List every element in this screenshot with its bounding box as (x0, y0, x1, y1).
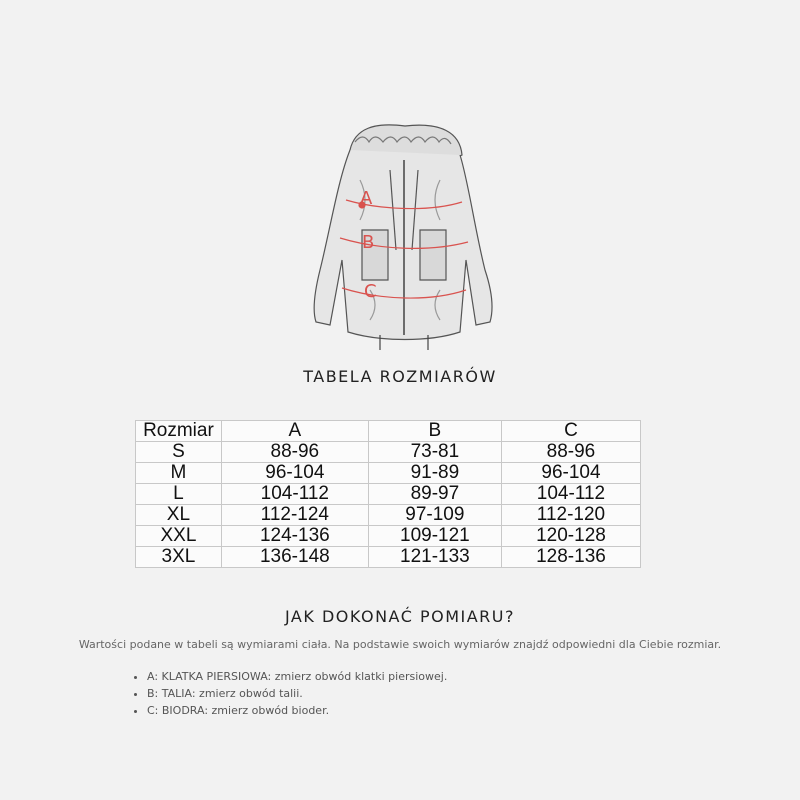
cell-b: 91-89 (368, 463, 501, 484)
table-row (136, 547, 641, 568)
table-row (136, 463, 641, 484)
cell-c: 88-96 (501, 442, 640, 463)
header-c: C (501, 421, 640, 442)
cell-c: 128-136 (501, 547, 640, 568)
jacket-illustration (300, 120, 510, 360)
cell-c: 120-128 (501, 526, 640, 547)
size-table-title: TABELA ROZMIARÓW (303, 367, 497, 386)
header-a: A (221, 421, 368, 442)
cell-b: 109-121 (368, 526, 501, 547)
cell-a: 88-96 (221, 442, 368, 463)
header-size: Rozmiar (136, 421, 222, 442)
howto-intro: Wartości podane w tabeli są wymiarami ciała. Na podstawie swoich wymiarów znajdź odpowiedni dla Ciebie rozmiar. (78, 638, 722, 651)
table-row (136, 526, 641, 547)
cell-b: 121-133 (368, 547, 501, 568)
label-a: A (360, 188, 373, 209)
label-c: C (364, 281, 377, 302)
cell-c: 112-120 (501, 505, 640, 526)
table-row (136, 505, 641, 526)
table-row (136, 484, 641, 505)
cell-size: M (136, 463, 222, 484)
list-item: • A: KLATKA PIERSIOWA: zmierz obwód klatki piersiowej. (147, 668, 447, 685)
list-item: • C: BIODRA: zmierz obwód bioder. (147, 702, 447, 719)
label-b: B (362, 232, 375, 253)
cell-size: L (136, 484, 222, 505)
cell-b: 97-109 (368, 505, 501, 526)
cell-size: 3XL (136, 547, 222, 568)
cell-a: 104-112 (221, 484, 368, 505)
header-b: B (368, 421, 501, 442)
table-row (136, 442, 641, 463)
list-item: • B: TALIA: zmierz obwód talii. (147, 685, 447, 702)
cell-size: XXL (136, 526, 222, 547)
cell-c: 96-104 (501, 463, 640, 484)
howto-title: JAK DOKONAĆ POMIARU? (284, 607, 515, 626)
cell-b: 73-81 (368, 442, 501, 463)
cell-a: 136-148 (221, 547, 368, 568)
cell-size: XL (136, 505, 222, 526)
table-header-row (136, 421, 641, 442)
cell-c: 104-112 (501, 484, 640, 505)
cell-a: 96-104 (221, 463, 368, 484)
measure-list (133, 668, 447, 719)
cell-a: 124-136 (221, 526, 368, 547)
cell-a: 112-124 (221, 505, 368, 526)
cell-size: S (136, 442, 222, 463)
size-table (135, 420, 641, 568)
cell-b: 89-97 (368, 484, 501, 505)
